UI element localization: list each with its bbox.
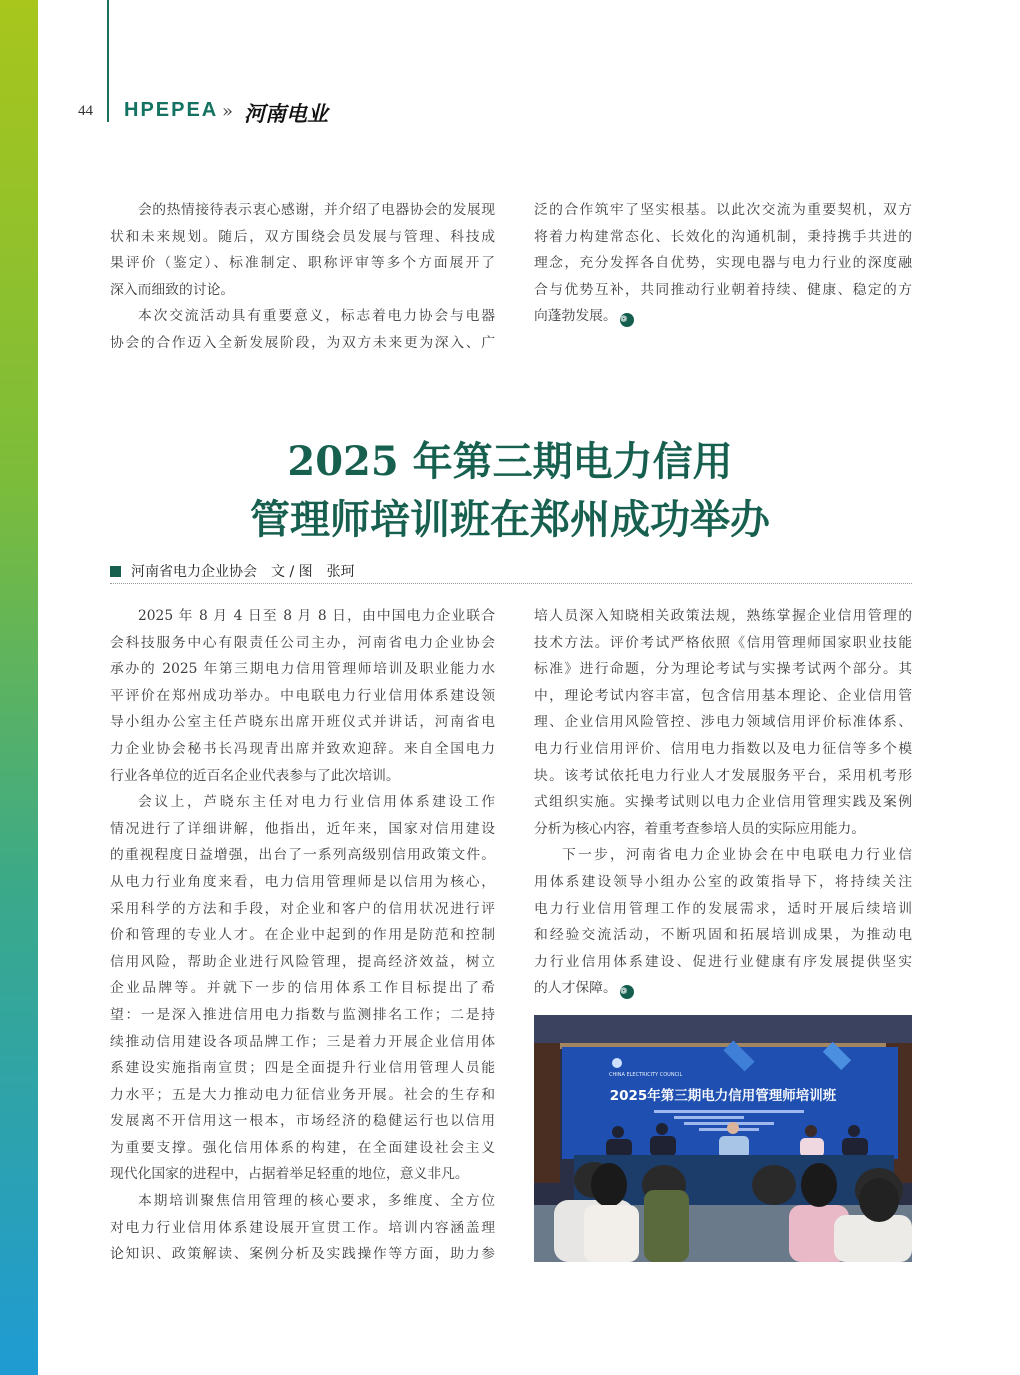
text-line-content: 理念，充分发挥各自优势，实现电器与电力行业的深度融 — [534, 255, 912, 272]
text-line-content: 电力行业信用评价、信用电力指数以及电力征信等多个模 — [534, 740, 912, 757]
text-line-content: 的人才保障。 — [534, 980, 617, 997]
text-line — [534, 975, 912, 1002]
text-line — [110, 949, 495, 976]
text-line — [110, 896, 495, 923]
text-line-content: 培人员深入知晓相关政策法规，熟练掌握企业信用管理的 — [534, 608, 912, 624]
text-line — [534, 736, 912, 763]
text-line — [110, 224, 495, 251]
text-line — [110, 789, 495, 816]
training-photo — [534, 1015, 912, 1262]
text-line-content: 会的热情接待表示衷心感谢，并介绍了电器协会的发展现 — [138, 202, 495, 218]
end-of-article-icon: ❁ — [620, 313, 634, 327]
text-line — [110, 1241, 495, 1268]
text-line — [534, 630, 912, 657]
text-line-content: 望：一是深入推进信用电力指数与监测排名工作；二是持 — [110, 1006, 495, 1023]
text-line-content: 平评价在郑州成功举办。中电联电力行业信用体系建设领 — [110, 687, 495, 704]
text-line — [110, 330, 495, 357]
text-line — [110, 250, 495, 277]
text-line — [110, 1029, 495, 1056]
text-line-content: 会科技服务中心有限责任公司主办，河南省电力企业协会 — [110, 634, 495, 651]
text-line — [110, 1108, 495, 1135]
dotted-divider — [110, 583, 912, 584]
text-line — [110, 1002, 495, 1029]
text-line-content: 电力行业信用管理工作的发展需求，适时开展后续培训 — [534, 900, 912, 917]
text-line — [110, 869, 495, 896]
text-line-content: 从电力行业角度来看，电力信用管理师是以信用为核心， — [110, 873, 495, 890]
text-line — [534, 922, 912, 949]
magazine-logo-chinese: 河南电业 — [244, 101, 328, 126]
text-line-content: 标准》进行命题，分为理论考试与实操考试两个部分。其 — [534, 661, 912, 678]
text-line — [110, 975, 495, 1002]
text-line-content: 论知识、政策解读、案例分析及实践操作等方面，助力参 — [110, 1246, 495, 1263]
article-title-line-1: 2025 年第三期电力信用 — [287, 438, 733, 485]
prev-article-left-column — [110, 197, 495, 357]
text-line-content: 情况进行了详细讲解，他指出，近年来，国家对信用建设 — [110, 820, 495, 837]
text-line — [534, 277, 912, 304]
text-line-content: 中，理论考试内容丰富，包含信用基本理论、企业信用管 — [534, 687, 912, 704]
text-line-content: 企业品牌等。并就下一步的信用体系工作目标提出了希 — [110, 980, 495, 997]
text-line-content: 承办的 2025 年第三期电力信用管理师培训及职业能力水 — [110, 661, 495, 678]
text-line-content: 力企业协会秘书长冯现青出席并致欢迎辞。来自全国电力 — [110, 740, 495, 757]
text-line — [110, 683, 495, 710]
text-line — [110, 277, 495, 304]
text-line-content: 采用科学的方法和手段，对企业和客户的信用状况进行评 — [110, 900, 495, 917]
text-line-content: 技术方法。评价考试严格依照《信用管理师国家职业技能 — [534, 634, 912, 651]
text-line — [110, 603, 495, 630]
byline — [110, 561, 369, 581]
text-line-content: 导小组办公室主任芦晓东出席开班仪式并讲话，河南省电 — [110, 714, 495, 731]
text-line — [534, 303, 912, 330]
text-line-content: 下一步，河南省电力企业协会在中电联电力行业信 — [562, 847, 912, 864]
text-line-content: 的重视程度日益增强，出台了一系列高级别信用政策文件。 — [110, 847, 495, 864]
text-line-content: 块。该考试依托电力行业人才发展服务平台，采用机考形 — [534, 767, 912, 784]
text-line — [110, 922, 495, 949]
text-line-content: 2025 年 8 月 4 日至 8 月 8 日，由中国电力企业联合 — [138, 608, 495, 624]
text-line-content: 力行业信用体系建设、促进行业健康有序发展提供坚实 — [534, 953, 912, 970]
text-line — [534, 869, 912, 896]
text-line-content: 本期培训聚焦信用管理的核心要求，多维度、全方位 — [138, 1193, 495, 1210]
decorative-gradient-sidebar — [0, 0, 38, 1375]
text-line-content: 信用风险，帮助企业进行风险管理，提高经济效益，树立 — [110, 953, 495, 970]
text-line-content: 价和管理的专业人才。在企业中起到的作用是防范和控制 — [110, 927, 495, 944]
text-line-content: 续推动信用建设各项品牌工作；三是着力开展企业信用体 — [110, 1033, 495, 1050]
text-line-content: 合与优势互补，共同推动行业朝着持续、健康、稳定的方 — [534, 281, 912, 298]
text-line — [534, 250, 912, 277]
byline-org: 河南省电力企业协会 — [131, 564, 257, 580]
article-left-column — [110, 603, 495, 1268]
text-line-content: 果评价（鉴定）、标准制定、职称评审等多个方面展开了 — [110, 255, 495, 272]
text-line — [110, 656, 495, 683]
text-line — [110, 763, 495, 790]
square-bullet-icon — [110, 566, 121, 577]
text-line-content: 力水平；五是大力推动电力征信业务开展。社会的生存和 — [110, 1086, 495, 1103]
text-line-content: 和经验交流活动，不断巩固和拓展培训成果，为推动电 — [534, 927, 912, 944]
text-line-content: 用体系建设领导小组办公室的政策指导下，将持续关注 — [534, 873, 912, 890]
text-line-content: 分析为核心内容，着重考查参培人员的实际应用能力。 — [534, 820, 866, 837]
text-line — [110, 736, 495, 763]
byline-role: 文 / 图 — [271, 564, 313, 580]
text-line-content: 为重要支撑。强化信用体系的构建，在全面建设社会主义 — [110, 1139, 495, 1156]
text-line — [534, 224, 912, 251]
prev-article-right-column — [534, 197, 912, 330]
text-line — [534, 763, 912, 790]
text-line — [534, 197, 912, 224]
text-line — [534, 656, 912, 683]
text-line-content: 对电力行业信用体系建设展开宣贯工作。培训内容涵盖理 — [110, 1219, 495, 1236]
article-right-column — [534, 603, 912, 1002]
banner-org: CHINA ELECTRICITY COUNCIL — [609, 1072, 683, 1078]
text-line — [110, 1055, 495, 1082]
end-of-article-icon: ❁ — [620, 985, 634, 999]
text-line-content: 协会的合作迈入全新发展阶段，为双方未来更为深入、广 — [110, 334, 495, 351]
text-line-content: 状和未来规划。随后，双方围绕会员发展与管理、科技成 — [110, 228, 495, 245]
text-line-content: 泛的合作筑牢了坚实根基。以此次交流为重要契机，双方 — [534, 202, 912, 218]
text-line — [534, 842, 912, 869]
page-number: 44 — [78, 103, 93, 119]
text-line-content: 发展离不开信用这一根本，市场经济的稳健运行也以信用 — [110, 1113, 495, 1130]
text-line-content: 行业各单位的近百名企业代表参与了此次培训。 — [110, 767, 400, 784]
text-line-content: 会议上，芦晓东主任对电力行业信用体系建设工作 — [138, 794, 495, 811]
text-line — [110, 816, 495, 843]
text-line-content: 理、企业信用风险管控、涉电力领域信用评价标准体系、 — [534, 714, 912, 731]
text-line — [110, 1215, 495, 1242]
text-line — [534, 603, 912, 630]
text-line-content: 向蓬勃发展。 — [534, 308, 617, 325]
text-line — [534, 709, 912, 736]
text-line-content: 本次交流活动具有重要意义，标志着电力协会与电器 — [138, 308, 495, 325]
header-divider — [107, 0, 109, 122]
text-line — [110, 1188, 495, 1215]
text-line-content: 现代化国家的进程中，占据着举足轻重的地位，意义非凡。 — [110, 1166, 469, 1183]
logo-separator: » — [222, 101, 234, 122]
text-line — [534, 896, 912, 923]
text-line — [110, 303, 495, 330]
text-line — [110, 197, 495, 224]
banner-title: 2025年第三期电力信用管理师培训班 — [609, 1088, 837, 1104]
magazine-logo-latin: HPEPEA — [124, 99, 219, 121]
text-line-content: 将着力构建常态化、长效化的沟通机制，秉持携手共进的 — [534, 228, 912, 245]
text-line — [110, 1082, 495, 1109]
article-title-line-2: 管理师培训班在郑州成功举办 — [250, 496, 770, 543]
text-line — [110, 630, 495, 657]
text-line-content: 系建设实施指南宣贯；四是全面提升行业信用管理人员能 — [110, 1060, 495, 1077]
text-line — [534, 683, 912, 710]
text-line — [110, 842, 495, 869]
text-line — [110, 1135, 495, 1162]
text-line-content: 深入而细致的讨论。 — [110, 281, 235, 298]
text-line — [534, 789, 912, 816]
text-line-content: 式组织实施。实操考试则以电力企业信用管理实践及案例 — [534, 794, 912, 811]
photo-illustration — [534, 1015, 912, 1262]
text-line — [110, 1161, 495, 1188]
text-line — [110, 709, 495, 736]
text-line — [534, 949, 912, 976]
byline-author: 张珂 — [326, 564, 355, 580]
text-line — [534, 816, 912, 843]
